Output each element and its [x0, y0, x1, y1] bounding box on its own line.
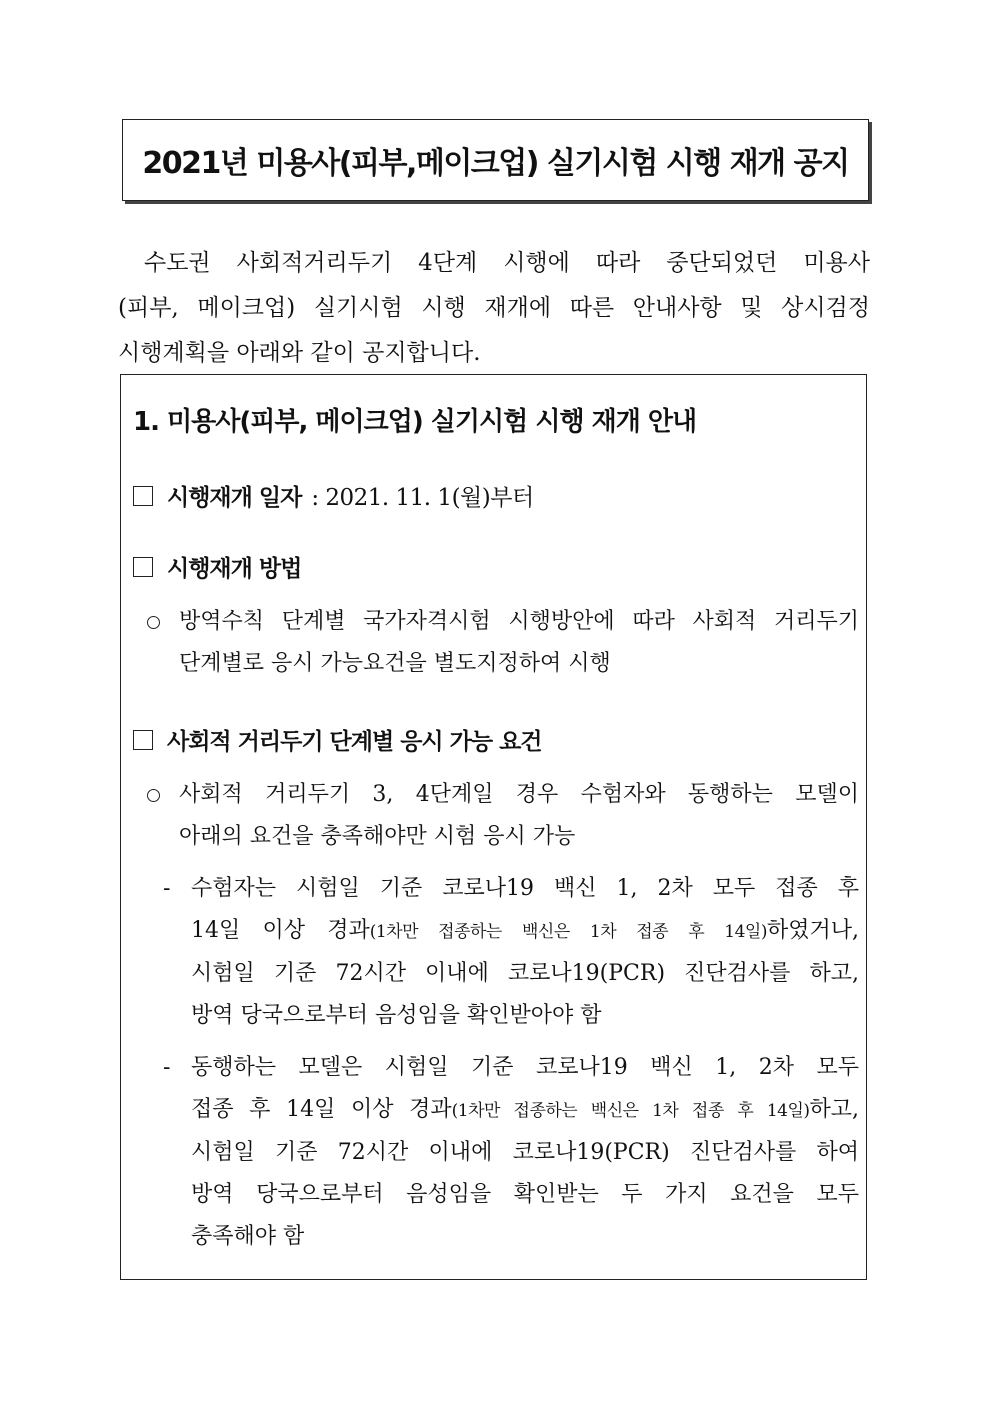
dash-bullet: -	[163, 1055, 171, 1080]
intro-line: (피부, 메이크업) 실기시험 시행 재개에 따른 안내사항 및 상시검정	[118, 295, 870, 321]
checkbox-square-icon	[133, 730, 153, 750]
section-heading: 1. 미용사(피부, 메이크업) 실기시험 시행 재개 안내	[133, 407, 697, 437]
content-box	[120, 374, 867, 1280]
dash-line: 14일 이상 경과(1차만 접종하는 백신은 1차 접종 후 14일)하였거나,	[191, 918, 859, 943]
bullet-line: 단계별로 응시 가능요건을 별도지정하여 시행	[179, 651, 611, 676]
document-title: 2021년 미용사(피부,메이크업) 실기시험 시행 재개 공지	[142, 146, 849, 181]
dash-bullet: -	[163, 876, 171, 901]
circle-bullet-icon	[147, 616, 160, 629]
intro-line: 시행계획을 아래와 같이 공지합니다.	[118, 340, 481, 366]
dash-line: 접종 후 14일 이상 경과(1차만 접종하는 백신은 1차 접종 후 14일)하고,	[191, 1097, 860, 1122]
dash-line: 방역 당국으로부터 음성임을 확인받는 두 가지 요건을 모두	[191, 1182, 859, 1207]
dash-line: 시험일 기준 72시간 이내에 코로나19(PCR) 진단검사를 하여	[191, 1140, 859, 1165]
circle-bullet-icon	[147, 789, 160, 802]
requirement-item	[133, 723, 542, 756]
bullet-line: 아래의 요건을 충족해야만 시험 응시 가능	[179, 824, 576, 849]
bullet-line: 방역수칙 단계별 국가자격시험 시행방안에 따라 사회적 거리두기	[179, 609, 859, 634]
title-box	[122, 119, 869, 201]
intro-line: 수도권 사회적거리두기 4단계 시행에 따라 중단되었던 미용사	[144, 250, 870, 276]
requirement-bullet	[147, 774, 859, 858]
examinee-requirement	[163, 868, 859, 1037]
dash-line: 수험자는 시험일 기준 코로나19 백신 1, 2차 모두 접종 후	[191, 876, 859, 901]
dash-line: 시험일 기준 72시간 이내에 코로나19(PCR) 진단검사를 하고,	[191, 961, 859, 986]
dash-line: 충족해야 함	[191, 1224, 305, 1249]
method-bullet	[147, 601, 859, 685]
checkbox-square-icon	[133, 557, 153, 577]
method-label: 시행재개 방법	[167, 556, 302, 582]
date-value: : 2021. 11. 1(월)부터	[311, 485, 534, 511]
method-item	[133, 550, 301, 583]
date-label: 시행재개 일자	[167, 485, 302, 511]
dash-line: 동행하는 모델은 시험일 기준 코로나19 백신 1, 2차 모두	[191, 1055, 859, 1080]
requirement-label: 사회적 거리두기 단계별 응시 가능 요건	[167, 729, 542, 755]
bullet-line: 사회적 거리두기 3, 4단계일 경우 수험자와 동행하는 모델이	[179, 782, 859, 807]
checkbox-square-icon	[133, 486, 153, 506]
date-item	[133, 479, 534, 512]
dash-line: 방역 당국으로부터 음성임을 확인받아야 함	[191, 1003, 602, 1028]
intro-paragraph	[118, 241, 870, 376]
model-requirement	[163, 1047, 859, 1258]
